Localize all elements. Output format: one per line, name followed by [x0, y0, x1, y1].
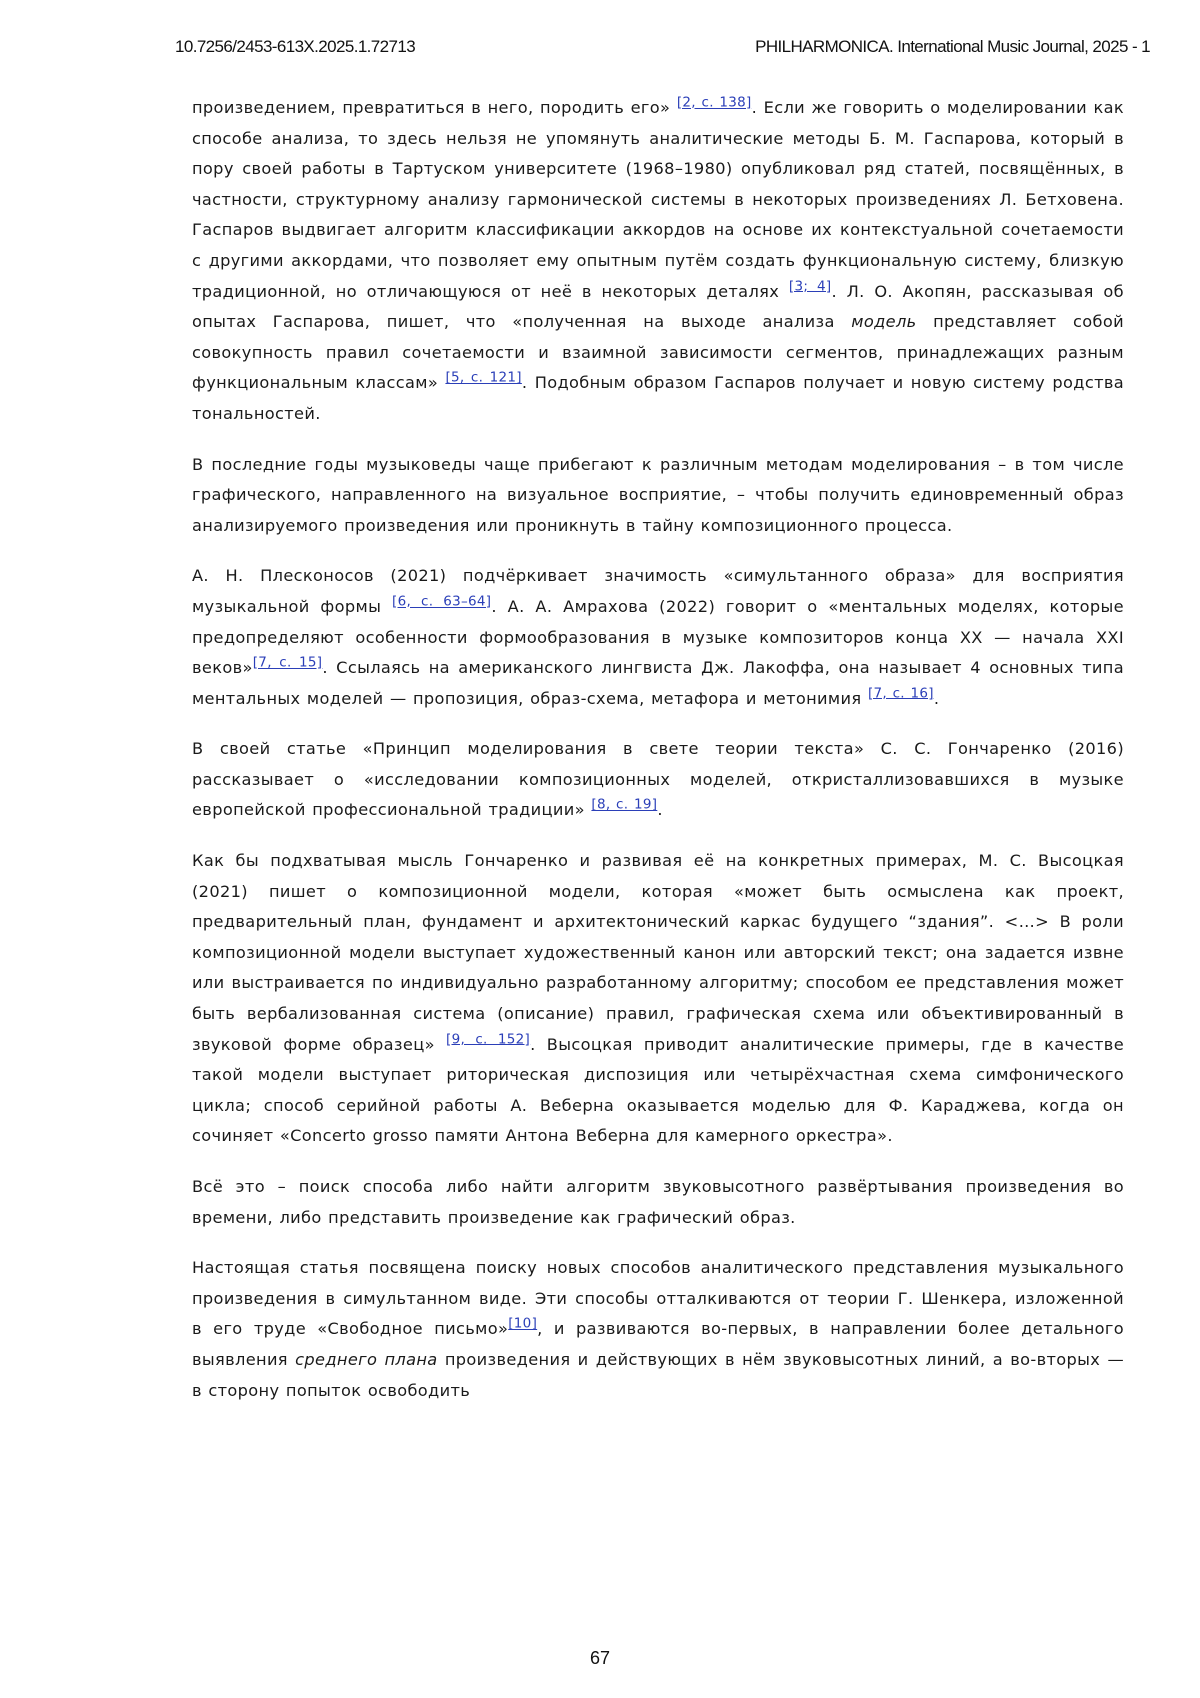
citation-link[interactable]: [3; 4] — [788, 278, 832, 295]
text-span: , и развиваются во-первых, в направлении более детального выявления — [192, 1319, 1124, 1369]
text-span: . Л. О. Акопян, рассказывая об опытах Гаспарова, пишет, что «полученная на выходе анализа — [192, 281, 1124, 332]
paragraph-6 — [192, 1172, 1124, 1233]
citation-link[interactable]: [2, с. 138] — [676, 94, 752, 111]
text-span: . Ссылаясь на американского лингвиста Дж. Лакоффа, она называет 4 основных типа ментальных моделей — пропозиция, образ-схема, метафора и метонимия — [192, 658, 1124, 708]
text-span: . А. А. Амрахова (2022) говорит о «ментальных моделях, которые предопределяют особенности формообразования в музыке композиторов конца XX — начала XXI веков» — [192, 596, 1124, 678]
emphasis-text: модель — [851, 312, 917, 332]
citation-link[interactable]: [7, с. 16] — [867, 685, 934, 702]
text-span: . — [933, 688, 940, 708]
citation-link[interactable]: [10] — [508, 1315, 538, 1332]
citation-link[interactable]: [6, с. 63–64] — [392, 593, 492, 610]
text-span: произведения и действующих в нём звуковысотных линий, а во-вторых — в сторону попыток освободить — [192, 1349, 1125, 1400]
paragraph-1 — [192, 93, 1124, 430]
text-span: Как бы подхватывая мысль Гончаренко и развивая её на конкретных примерах, М. С. Высоцкая (2021) пишет о композиционной модели, которая «может быть осмыслена как проект, предварительный план, фундамент и архитектонический каркас будущего “здания”. <…> В роли композиционной модели выступает художественный канон или авторский текст; она задается извне или выстраивается по индивидуально разработанному алгоритму; способом ее представления может быть вербализованная система (описание) правил, графическая схема или объективированный в звуковой форме образец» — [192, 851, 1124, 1054]
text-span: Настоящая статья посвящена поиску новых способов аналитического представления музыкального произведения в симультанном виде. Эти способы отталкиваются от теории Г. Шенкера, изложенной в его труде «Свободное письмо» — [192, 1258, 1124, 1339]
text-span: . Высоцкая приводит аналитические примеры, где в качестве такой модели выступает риторическая диспозиция или четырёхчастная схема симфонического цикла; способ серийной работы А. Веберна оказывается моделью для Ф. Караджева, когда он сочиняет «Concerto grosso памяти Антона Веберна для камерного оркестра». — [192, 1034, 1124, 1146]
paragraph-4 — [192, 734, 1124, 826]
doi-label: 10.7256/2453-613X.2025.1.72713 — [175, 37, 416, 56]
text-span: . — [657, 800, 663, 820]
text-span: . Подобным образом Гаспаров получает и новую систему родства тональностей. — [192, 373, 1125, 423]
running-header — [175, 37, 1150, 61]
page-number: 67 — [589, 1648, 611, 1668]
journal-title: PHILHARMONICA. International Music Journal, 2025 - 1 — [755, 37, 1150, 56]
citation-link[interactable]: [8, с. 19] — [591, 797, 658, 814]
citation-link[interactable]: [7, с. 15] — [252, 654, 323, 671]
text-span: В последние годы музыковеды чаще прибегают к различным методам моделирования – в том числе графического, направленного на визуальное восприятие, – чтобы получить единовременный образ анализируемого произведения или проникнуть в тайну композиционного процесса. — [192, 454, 1124, 535]
text-span: Всё это – поиск способа либо найти алгоритм звуковысотного развёртывания произведения во времени, либо представить произведение как графический образ. — [192, 1177, 1124, 1227]
paragraph-3 — [192, 561, 1124, 714]
paragraph-2 — [192, 450, 1124, 542]
text-span: В своей статье «Принцип моделирования в свете теории текста» С. С. Гончаренко (2016) рассказывает о «исследовании композиционных моделей, откристаллизовавшихся в музыке европейской профессиональной традиции» — [192, 739, 1124, 820]
citation-link[interactable]: [9, с. 152] — [446, 1031, 531, 1048]
text-span: представляет собой совокупность правил сочетаемости и взаимной зависимости сегментов, принадлежащих разным функциональным классам» — [192, 312, 1124, 393]
paragraph-5 — [192, 846, 1124, 1152]
text-span: А. Н. Плесконосов (2021) подчёркивает значимость «симультанного образа» для восприятия музыкальной формы — [192, 566, 1124, 616]
text-span: . Если же говорить о моделировании как способе анализа, то здесь нельзя не упомянуть аналитические методы Б. М. Гаспарова, который в пору своей работы в Тартуском университете (1968–1980) опубликовал ряд статей, посвящённых, в частности, структурному анализу гармонической системы в некоторых произведениях Л. Бетховена. Гаспаров выдвигает алгоритм классификации аккордов на основе их контекстуальной сочетаемости с другими аккордами, что позволяет ему опытным путём создать функциональную систему, близкую традиционной, но отличающуюся от неё в некоторых деталях — [192, 98, 1124, 301]
paragraph-7 — [192, 1253, 1124, 1406]
citation-link[interactable]: [5, с. 121] — [445, 369, 522, 386]
emphasis-text: среднего плана — [295, 1349, 438, 1369]
article-body — [192, 93, 1124, 1426]
text-span: произведением, превратиться в него, породить его» — [192, 98, 671, 117]
